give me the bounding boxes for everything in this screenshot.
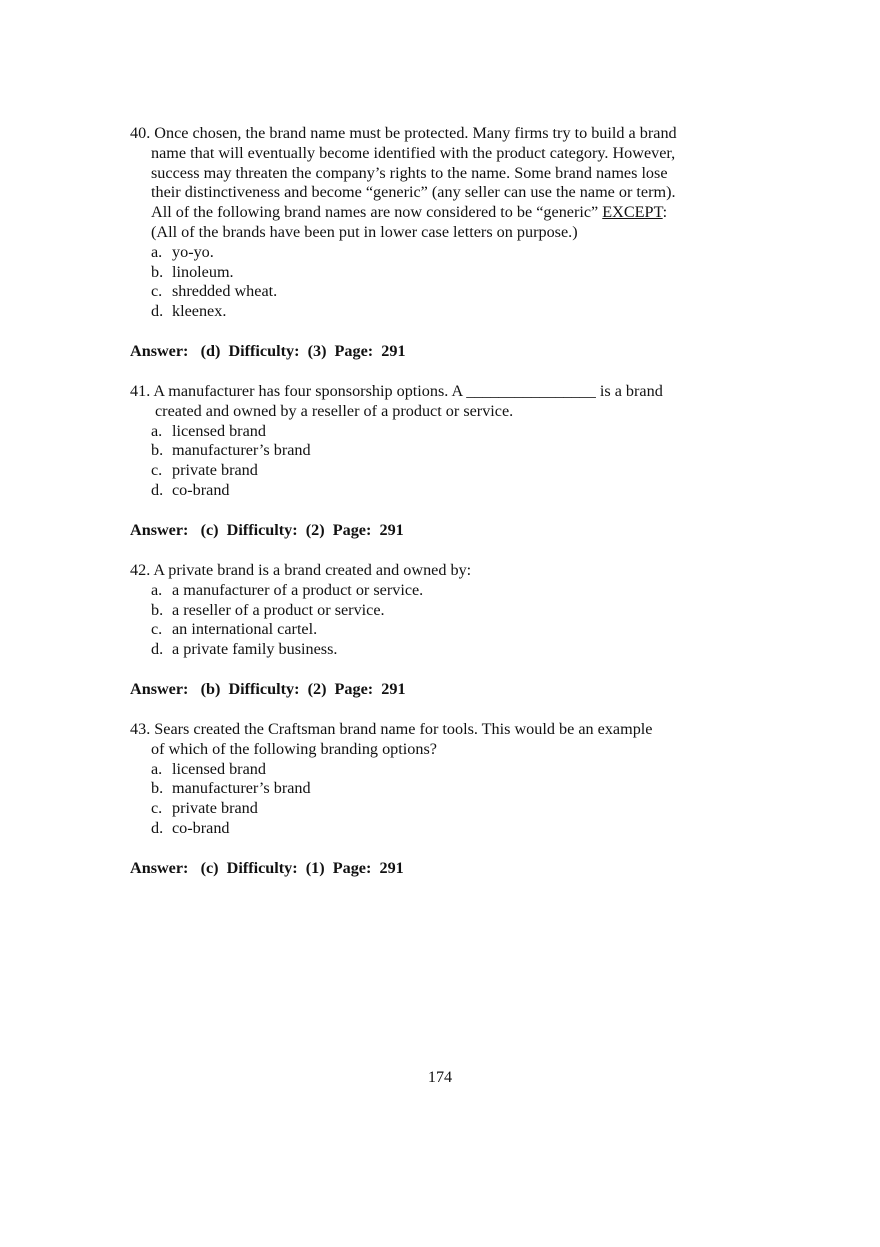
option-a: [151, 422, 730, 442]
option-c: [151, 461, 730, 481]
option-text: private brand: [172, 799, 258, 818]
question-stem-line: name that will eventually become identified with the product category. However,: [151, 143, 676, 162]
option-d: [151, 481, 730, 501]
option-text: linoleum.: [172, 262, 234, 281]
emphasis-except: EXCEPT: [602, 203, 663, 222]
option-text: a manufacturer of a product or service.: [172, 580, 424, 599]
option-text: shredded wheat.: [172, 282, 278, 301]
option-text: manufacturer’s brand: [172, 441, 311, 460]
option-text: licensed brand: [172, 421, 266, 440]
option-b: [151, 441, 730, 461]
option-letter: c.: [151, 620, 163, 639]
option-letter: a.: [151, 242, 163, 261]
options-list: [130, 243, 730, 322]
option-text: private brand: [172, 461, 258, 480]
question-stem-line: 43. Sears created the Craftsman brand name for tools. This would be an example: [130, 720, 653, 738]
option-letter: c.: [151, 799, 163, 818]
options-list: [130, 760, 730, 839]
question-stem-line: created and owned by a reseller of a product or service.: [155, 401, 514, 420]
option-letter: a.: [151, 421, 163, 440]
option-letter: b.: [151, 262, 164, 281]
answer-line-43: Answer: (c) Difficulty: (1) Page: 291: [130, 859, 404, 877]
option-c: [151, 799, 730, 819]
emphasis-suffix: :: [662, 203, 668, 222]
question-stem-line: success may threaten the company’s rights to the name. Some brand names lose: [151, 163, 668, 182]
option-d: [151, 302, 730, 322]
option-letter: a.: [151, 759, 163, 778]
question-41: [130, 382, 730, 501]
option-letter: b.: [151, 600, 164, 619]
question-stem-line: (All of the brands have been put in lower case letters on purpose.): [151, 222, 578, 241]
option-b: [151, 601, 730, 621]
question-42: [130, 561, 730, 660]
option-letter: b.: [151, 441, 164, 460]
option-a: [151, 581, 730, 601]
question-stem-line: their distinctiveness and become “generic” (any seller can use the name or term).: [151, 183, 676, 202]
option-d: [151, 819, 730, 839]
question-43: [130, 720, 730, 839]
option-text: manufacturer’s brand: [172, 779, 311, 798]
question-stem-line: [130, 203, 730, 223]
option-text: co-brand: [172, 818, 230, 837]
answer-line-41: Answer: (c) Difficulty: (2) Page: 291: [130, 521, 404, 539]
option-text: licensed brand: [172, 759, 266, 778]
question-stem-line: of which of the following branding options?: [151, 739, 437, 758]
option-a: [151, 760, 730, 780]
option-text: a reseller of a product or service.: [172, 600, 385, 619]
answer-line-42: Answer: (b) Difficulty: (2) Page: 291: [130, 680, 406, 698]
option-c: [151, 282, 730, 302]
question-stem-line: 40. Once chosen, the brand name must be protected. Many firms try to build a brand: [130, 124, 677, 142]
option-letter: d.: [151, 640, 164, 659]
option-letter: c.: [151, 282, 163, 301]
question-stem-text: All of the following brand names are now considered to be “generic”: [151, 203, 603, 222]
option-letter: a.: [151, 580, 163, 599]
option-c: [151, 620, 730, 640]
answer-line-40: Answer: (d) Difficulty: (3) Page: 291: [130, 342, 406, 360]
option-b: [151, 779, 730, 799]
option-text: a private family business.: [172, 640, 338, 659]
page-number: 174: [427, 1068, 453, 1086]
option-letter: b.: [151, 779, 164, 798]
option-letter: d.: [151, 302, 164, 321]
option-letter: d.: [151, 818, 164, 837]
option-letter: c.: [151, 461, 163, 480]
option-text: yo-yo.: [172, 242, 214, 261]
options-list: [130, 422, 730, 501]
question-stem-line: 42. A private brand is a brand created and owned by:: [130, 561, 472, 579]
option-d: [151, 640, 730, 660]
option-letter: d.: [151, 480, 164, 499]
option-text: co-brand: [172, 480, 230, 499]
option-a: [151, 243, 730, 263]
option-text: an international cartel.: [172, 620, 318, 639]
option-b: [151, 263, 730, 283]
option-text: kleenex.: [172, 302, 227, 321]
options-list: [130, 581, 730, 660]
question-stem-line: 41. A manufacturer has four sponsorship options. A ________________ is a brand: [130, 382, 663, 400]
question-40: [130, 124, 730, 322]
